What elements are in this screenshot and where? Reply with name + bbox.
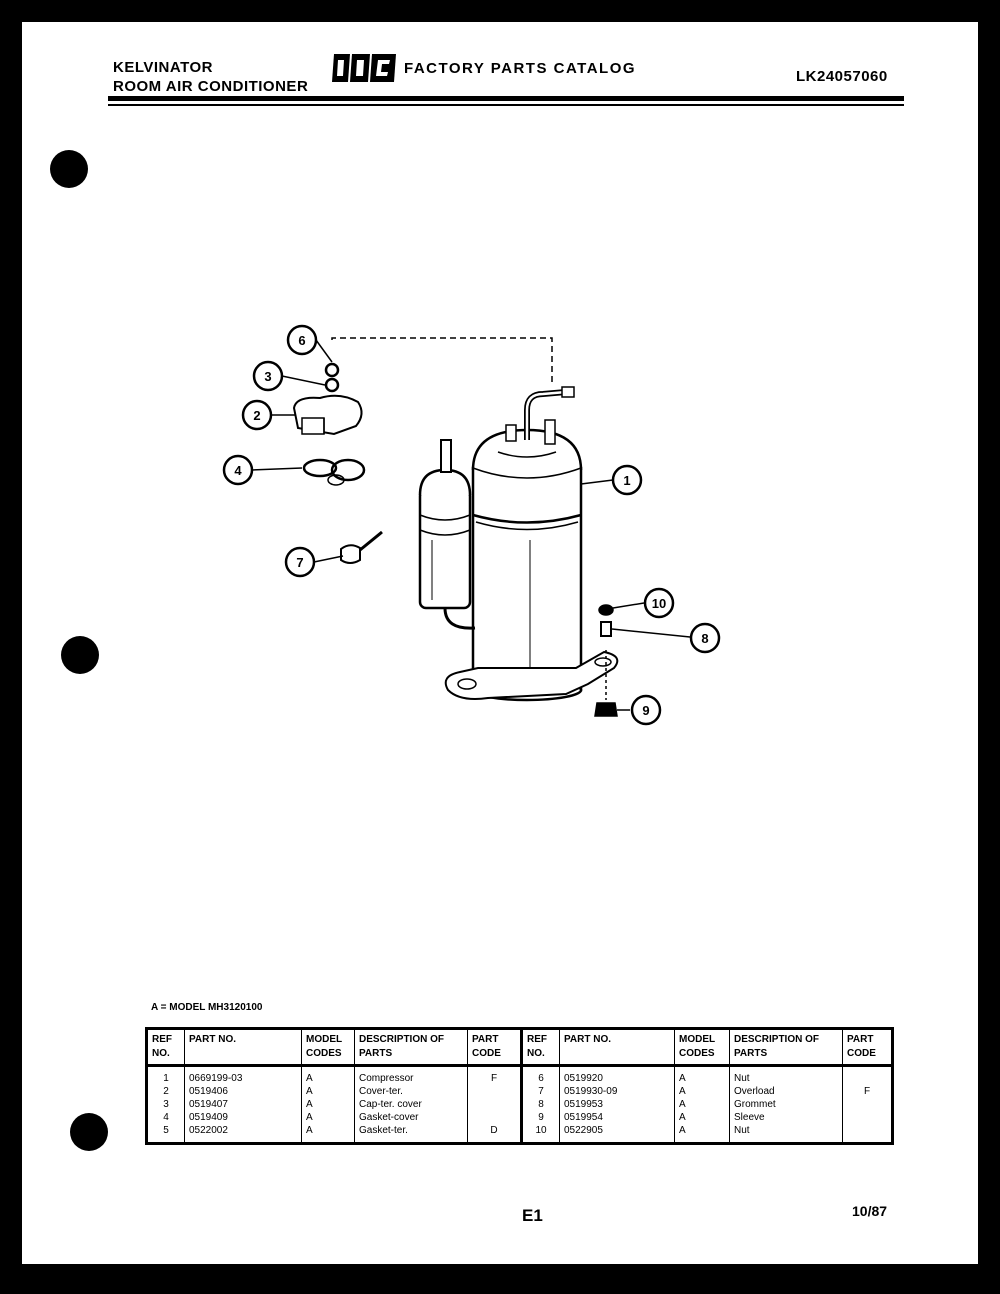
- table-row: 5 0522002 A Gasket-ter. D 10 0522905 A Nut: [147, 1124, 893, 1144]
- col-part-no: PART NO.: [185, 1029, 302, 1066]
- table-row: 2 0519406 A Cover-ter. 7 0519930-09 A Overload F: [147, 1085, 893, 1098]
- col-description-2: DESCRIPTION OF PARTS: [730, 1029, 843, 1066]
- callout-7: [286, 548, 314, 576]
- svg-text:7: 7: [296, 555, 304, 570]
- svg-text:8: 8: [701, 631, 709, 646]
- col-model-codes: MODEL CODES: [302, 1029, 355, 1066]
- col-part-no-2: PART NO.: [560, 1029, 675, 1066]
- svg-text:2: 2: [253, 408, 261, 423]
- svg-text:9: 9: [642, 703, 650, 718]
- brand-name: KELVINATOR: [113, 59, 214, 76]
- table-row: 3 0519407 A Cap-ter. cover 8 0519953 A Grommet: [147, 1098, 893, 1111]
- model-legend: A = MODEL MH3120100: [151, 1002, 263, 1013]
- parts-table: [145, 1027, 894, 1145]
- svg-text:6: 6: [298, 333, 306, 348]
- callout-10: [645, 589, 673, 617]
- svg-text:3: 3: [264, 369, 272, 384]
- document-number: LK24057060: [796, 68, 888, 85]
- svg-text:1: 1: [623, 473, 631, 488]
- callout-1: [613, 466, 641, 494]
- table-header-row: [147, 1029, 893, 1066]
- col-ref-no-2: REF NO.: [522, 1029, 560, 1066]
- col-ref-no: REF NO.: [147, 1029, 185, 1066]
- table-row: 1 0669199-03 A Compressor F 6 0519920 A Nut: [147, 1066, 893, 1086]
- svg-text:4: 4: [234, 463, 242, 478]
- callout-2: [243, 401, 271, 429]
- catalog-title: FACTORY PARTS CATALOG: [404, 60, 637, 77]
- callout-3: [254, 362, 282, 390]
- callout-9: [632, 696, 660, 724]
- callout-8: [691, 624, 719, 652]
- revision-date: 10/87: [852, 1203, 888, 1219]
- page-label: E1: [522, 1206, 543, 1225]
- callout-4: [224, 456, 252, 484]
- callout-6: [288, 326, 316, 354]
- product-line: ROOM AIR CONDITIONER: [113, 78, 309, 95]
- col-part-code-2: PART CODE: [843, 1029, 893, 1066]
- col-model-codes-2: MODEL CODES: [675, 1029, 730, 1066]
- svg-text:10: 10: [651, 596, 667, 611]
- table-row: 4 0519409 A Gasket-cover 9 0519954 A Sleeve: [147, 1111, 893, 1124]
- col-part-code: PART CODE: [468, 1029, 522, 1066]
- col-description: DESCRIPTION OF PARTS: [355, 1029, 468, 1066]
